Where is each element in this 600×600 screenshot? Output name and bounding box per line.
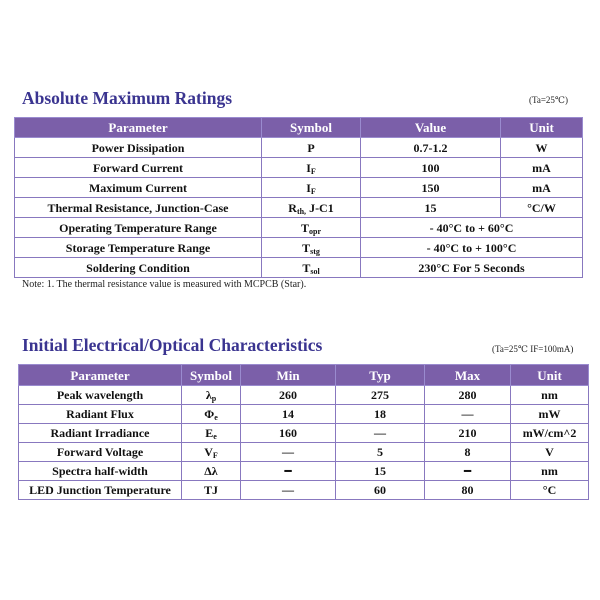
column-header-value: Value [361, 118, 501, 138]
table-row [19, 405, 589, 424]
parameter-cell: LED Junction Temperature [19, 481, 182, 500]
min-cell: — [241, 443, 336, 462]
table-row [19, 443, 589, 462]
typ-cell: 5 [336, 443, 425, 462]
unit-cell: °C/W [501, 198, 583, 218]
electrical-optical-title: Initial Electrical/Optical Characteristics [22, 335, 323, 355]
table-row [19, 481, 589, 500]
symbol-subscript: F [310, 186, 316, 196]
column-header-min: Min [241, 365, 336, 386]
symbol-subscript: e [214, 413, 218, 422]
symbol-main: Δλ [204, 464, 218, 478]
unit-cell: °C [511, 481, 589, 500]
parameter-cell: Peak wavelength [19, 386, 182, 405]
min-cell: 14 [241, 405, 336, 424]
symbol-main: λ [205, 388, 212, 402]
column-header-typ: Typ [336, 365, 425, 386]
symbol-main: T [302, 260, 311, 275]
typ-cell: 275 [336, 386, 425, 405]
unit-cell: V [511, 443, 589, 462]
min-cell: ━ [241, 462, 336, 481]
unit-cell: mW [511, 405, 589, 424]
symbol-cell [182, 405, 241, 424]
symbol-main: R [288, 200, 297, 215]
value-cell: - 40°C to + 60°C [361, 218, 583, 238]
value-cell: - 40°C to + 100°C [361, 238, 583, 258]
absolute-maximum-ratings-table [14, 117, 583, 278]
value-cell: 100 [361, 158, 501, 178]
symbol-main: V [204, 445, 213, 459]
parameter-cell: Spectra half-width [19, 462, 182, 481]
symbol-subscript: F [212, 451, 218, 460]
column-header-symbol: Symbol [182, 365, 241, 386]
parameter-cell: Soldering Condition [15, 258, 262, 278]
table-row [15, 198, 583, 218]
table-row [15, 238, 583, 258]
parameter-cell: Radiant Irradiance [19, 424, 182, 443]
column-header-unit: Unit [511, 365, 589, 386]
symbol-subscript: F [310, 166, 316, 176]
value-cell: 0.7-1.2 [361, 138, 501, 158]
symbol-main: I [306, 180, 311, 195]
symbol-cell [262, 158, 361, 178]
symbol-cell [262, 218, 361, 238]
electrical-optical-condition: (Ta=25℃ IF=100mA) [492, 344, 574, 354]
symbol-subscript: sol [310, 266, 320, 276]
unit-cell: mA [501, 158, 583, 178]
unit-cell: W [501, 138, 583, 158]
typ-cell: 18 [336, 405, 425, 424]
typ-cell: — [336, 424, 425, 443]
symbol-cell [262, 178, 361, 198]
thermal-resistance-note: Note: 1. The thermal resistance value is measured with MCPCB (Star). [22, 279, 307, 290]
min-cell: 160 [241, 424, 336, 443]
parameter-cell: Forward Voltage [19, 443, 182, 462]
value-cell: 230°C For 5 Seconds [361, 258, 583, 278]
max-cell: 210 [425, 424, 511, 443]
parameter-cell: Forward Current [15, 158, 262, 178]
unit-cell: mA [501, 178, 583, 198]
symbol-cell [182, 424, 241, 443]
symbol-cell [182, 481, 241, 500]
symbol-cell [262, 198, 361, 218]
max-cell: 80 [425, 481, 511, 500]
value-cell: 150 [361, 178, 501, 198]
absolute-maximum-ratings-condition: (Ta=25℃) [529, 95, 569, 105]
parameter-cell: Storage Temperature Range [15, 238, 262, 258]
symbol-main: TJ [203, 483, 218, 497]
electrical-optical-table [18, 364, 589, 500]
symbol-subscript: th, [296, 206, 307, 216]
max-cell: ━ [425, 462, 511, 481]
symbol-cell [262, 138, 361, 158]
symbol-subscript: p [211, 394, 217, 403]
parameter-cell: Radiant Flux [19, 405, 182, 424]
min-cell: — [241, 481, 336, 500]
symbol-subscript: opr [309, 226, 321, 236]
typ-cell: 15 [336, 462, 425, 481]
table-row [15, 258, 583, 278]
max-cell: — [425, 405, 511, 424]
column-header-parameter: Parameter [19, 365, 182, 386]
unit-cell: mW/cm^2 [511, 424, 589, 443]
symbol-cell [182, 386, 241, 405]
table-row [15, 178, 583, 198]
parameter-cell: Maximum Current [15, 178, 262, 198]
max-cell: 280 [425, 386, 511, 405]
symbol-main: Φ [204, 407, 215, 421]
table-row [19, 462, 589, 481]
parameter-cell: Power Dissipation [15, 138, 262, 158]
symbol-subscript: e [213, 432, 217, 441]
table-row [15, 158, 583, 178]
max-cell: 8 [425, 443, 511, 462]
absolute-maximum-ratings-title: Absolute Maximum Ratings [22, 88, 233, 108]
column-header-parameter: Parameter [15, 118, 262, 138]
column-header-unit: Unit [501, 118, 583, 138]
symbol-cell [182, 462, 241, 481]
symbol-main: P [307, 140, 315, 155]
symbol-cell [262, 258, 361, 278]
table-row [19, 386, 589, 405]
column-header-symbol: Symbol [262, 118, 361, 138]
parameter-cell: Operating Temperature Range [15, 218, 262, 238]
table-row [15, 218, 583, 238]
symbol-main: E [205, 426, 214, 440]
min-cell: 260 [241, 386, 336, 405]
parameter-cell: Thermal Resistance, Junction-Case [15, 198, 262, 218]
table-header-row [19, 365, 589, 386]
unit-cell: nm [511, 386, 589, 405]
symbol-main: I [306, 160, 311, 175]
unit-cell: nm [511, 462, 589, 481]
symbol-main: T [302, 240, 311, 255]
symbol-subscript: stg [310, 246, 320, 256]
symbol-main: T [300, 220, 309, 235]
table-header-row [15, 118, 583, 138]
value-cell: 15 [361, 198, 501, 218]
symbol-cell [262, 238, 361, 258]
typ-cell: 60 [336, 481, 425, 500]
table-row [19, 424, 589, 443]
column-header-max: Max [425, 365, 511, 386]
symbol-suffix: J-C1 [306, 200, 334, 215]
table-row [15, 138, 583, 158]
symbol-cell [182, 443, 241, 462]
